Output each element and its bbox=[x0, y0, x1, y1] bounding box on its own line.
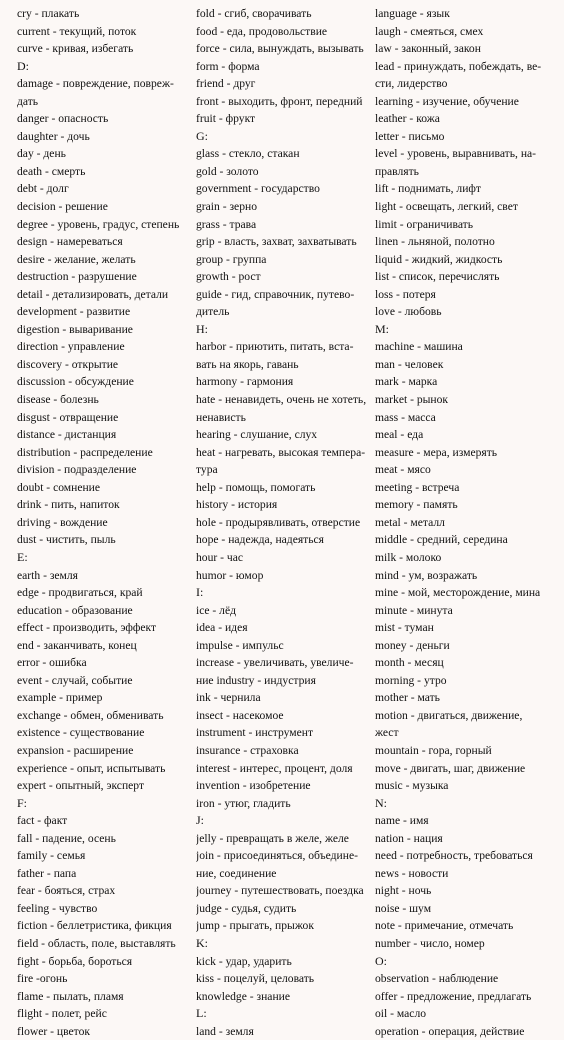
vocabulary-entry-line: flight - полет, рейс bbox=[17, 1007, 107, 1021]
vocabulary-entry-line: edge - продвигаться, край bbox=[17, 586, 143, 600]
vocabulary-entry-line: error - ошибка bbox=[17, 656, 87, 670]
vocabulary-entry-line: insect - насекомое bbox=[196, 708, 284, 722]
vocabulary-entry-line: danger - опасность bbox=[17, 112, 109, 126]
vocabulary-entry-line: current - текущий, поток bbox=[17, 24, 137, 38]
word-column-1 bbox=[17, 5, 197, 1040]
vocabulary-entry-line: grip - власть, захват, захватывать bbox=[196, 235, 357, 249]
vocabulary-entry-line: earth - земля bbox=[17, 568, 79, 582]
vocabulary-entry-line: food - еда, продовольствие bbox=[196, 24, 328, 38]
vocabulary-entry-line: note - примечание, отмечать bbox=[375, 919, 514, 933]
vocabulary-entry-line: вать на якорь, гавань bbox=[196, 357, 299, 371]
vocabulary-entry-line: degree - уровень, градус, степень bbox=[17, 217, 180, 231]
vocabulary-entry-line: invention - изобретение bbox=[196, 779, 311, 793]
vocabulary-entry-line: meat - мясо bbox=[375, 463, 431, 477]
vocabulary-entry-line: friend - друг bbox=[196, 77, 256, 91]
vocabulary-entry-line: mark - марка bbox=[375, 375, 438, 389]
vocabulary-entry-line: curve - кривая, избегать bbox=[17, 42, 134, 56]
vocabulary-entry-line: lead - принуждать, побеждать, ве- bbox=[375, 59, 542, 73]
vocabulary-entry-line: дитель bbox=[196, 305, 230, 319]
vocabulary-entry-line: event - случай, событие bbox=[17, 673, 133, 687]
vocabulary-entry-line: жест bbox=[375, 726, 399, 740]
vocabulary-entry-line: learning - изучение, обучение bbox=[375, 94, 519, 108]
vocabulary-entry-line: offer - предложение, предлагать bbox=[375, 989, 532, 1003]
vocabulary-entry-line: meeting - встреча bbox=[375, 480, 460, 494]
vocabulary-entry-line: existence - существование bbox=[17, 726, 145, 740]
vocabulary-entry-line: morning - утро bbox=[375, 673, 447, 687]
word-column-2 bbox=[196, 5, 376, 1040]
vocabulary-entry-line: impulse - импульс bbox=[196, 638, 284, 652]
vocabulary-entry-line: guide - гид, справочник, путево- bbox=[196, 287, 355, 301]
vocabulary-entry-line: grain - зерно bbox=[196, 200, 258, 214]
vocabulary-entry-line: love - любовь bbox=[375, 305, 442, 319]
vocabulary-entry-line: kick - удар, ударить bbox=[196, 954, 292, 968]
vocabulary-entry-line: operation - операция, действие bbox=[375, 1024, 525, 1038]
letter-heading: I: bbox=[196, 585, 204, 600]
vocabulary-entry-line: fruit - фрукт bbox=[196, 112, 256, 126]
vocabulary-entry-line: mountain - гора, горный bbox=[375, 743, 492, 757]
vocabulary-entry-line: harmony - гармония bbox=[196, 375, 294, 389]
vocabulary-entry-line: observation - наблюдение bbox=[375, 972, 499, 986]
vocabulary-entry-line: list - список, перечислять bbox=[375, 270, 500, 284]
vocabulary-entry-line: iron - утюг, гладить bbox=[196, 796, 291, 810]
letter-heading: L: bbox=[196, 1006, 207, 1021]
letter-heading: M: bbox=[375, 321, 390, 336]
vocabulary-entry-line: music - музыка bbox=[375, 779, 449, 793]
vocabulary-entry-line: hole - продырявливать, отверстие bbox=[196, 515, 361, 529]
vocabulary-entry-line: fall - падение, осень bbox=[17, 831, 116, 845]
vocabulary-entry-line: discussion - обсуждение bbox=[17, 375, 134, 389]
vocabulary-entry-line: judge - судья, судить bbox=[196, 901, 297, 915]
vocabulary-entry-line: disease - болезнь bbox=[17, 393, 99, 407]
letter-heading: O: bbox=[375, 953, 387, 968]
vocabulary-entry-line: experience - опыт, испытывать bbox=[17, 761, 166, 775]
vocabulary-entry-line: exchange - обмен, обменивать bbox=[17, 708, 164, 722]
vocabulary-entry-line: father - папа bbox=[17, 866, 77, 880]
vocabulary-entry-line: join - присоединяться, объедине- bbox=[196, 849, 358, 863]
vocabulary-entry-line: nation - нация bbox=[375, 831, 443, 845]
vocabulary-entry-line: distribution - распределение bbox=[17, 445, 153, 459]
vocabulary-entry-line: insurance - страховка bbox=[196, 743, 299, 757]
vocabulary-entry-line: light - освещать, легкий, свет bbox=[375, 200, 518, 214]
vocabulary-entry-line: discovery - открытие bbox=[17, 357, 119, 371]
vocabulary-entry-line: disgust - отвращение bbox=[17, 410, 119, 424]
vocabulary-entry-line: law - законный, закон bbox=[375, 42, 481, 56]
vocabulary-entry-line: hope - надежда, надеяться bbox=[196, 533, 325, 547]
vocabulary-entry-line: end - заканчивать, конец bbox=[17, 638, 137, 652]
vocabulary-entry-line: ink - чернила bbox=[196, 691, 261, 705]
vocabulary-entry-line: expansion - расширение bbox=[17, 743, 134, 757]
vocabulary-entry-line: field - область, поле, выставлять bbox=[17, 936, 176, 950]
vocabulary-entry-line: month - месяц bbox=[375, 656, 444, 670]
vocabulary-entry-line: market - рынок bbox=[375, 393, 449, 407]
vocabulary-entry-line: mine - мой, месторождение, мина bbox=[375, 586, 541, 600]
vocabulary-entry-line: laugh - смеяться, смех bbox=[375, 24, 484, 38]
vocabulary-entry-line: fiction - беллетристика, фикция bbox=[17, 919, 172, 933]
vocabulary-entry-line: fear - бояться, страх bbox=[17, 884, 116, 898]
vocabulary-entry-line: humor - юмор bbox=[196, 568, 264, 582]
vocabulary-entry-line: move - двигать, шаг, движение bbox=[375, 761, 526, 775]
vocabulary-entry-line: level - уровень, выравнивать, на- bbox=[375, 147, 537, 161]
vocabulary-entry-line: growth - рост bbox=[196, 270, 261, 284]
letter-heading: E: bbox=[17, 549, 28, 564]
vocabulary-entry-line: тура bbox=[196, 463, 218, 477]
vocabulary-entry-line: jump - прыгать, прыжок bbox=[196, 919, 314, 933]
letter-heading: H: bbox=[196, 321, 208, 336]
letter-heading: F: bbox=[17, 795, 28, 810]
vocabulary-entry-line: harbor - приютить, питать, вста- bbox=[196, 340, 354, 354]
vocabulary-entry-line: decision - решение bbox=[17, 200, 108, 214]
vocabulary-entry-line: machine - машина bbox=[375, 340, 463, 354]
vocabulary-entry-line: design - намереваться bbox=[17, 235, 123, 249]
vocabulary-entry-line: government - государство bbox=[196, 182, 320, 196]
vocabulary-entry-line: mother - мать bbox=[375, 691, 440, 705]
vocabulary-entry-line: mind - ум, возражать bbox=[375, 568, 478, 582]
vocabulary-entry-line: leather - кожа bbox=[375, 112, 440, 126]
vocabulary-entry-line: front - выходить, фронт, передний bbox=[196, 94, 363, 108]
vocabulary-entry-line: mist - туман bbox=[375, 621, 434, 635]
vocabulary-entry-line: minute - минута bbox=[375, 603, 453, 617]
letter-heading: J: bbox=[196, 813, 205, 828]
letter-heading: K: bbox=[196, 935, 208, 950]
vocabulary-entry-line: history - история bbox=[196, 498, 278, 512]
vocabulary-entry-line: ненависть bbox=[196, 410, 246, 424]
vocabulary-entry-line: fold - сгиб, сворачивать bbox=[196, 7, 312, 20]
vocabulary-entry-line: help - помощь, помогать bbox=[196, 480, 316, 494]
vocabulary-entry-line: fight - борьба, бороться bbox=[17, 954, 133, 968]
vocabulary-entry-line: middle - средний, середина bbox=[375, 533, 508, 547]
vocabulary-entry-line: form - форма bbox=[196, 59, 260, 73]
vocabulary-entry-line: idea - идея bbox=[196, 621, 248, 635]
vocabulary-entry-line: ice - лёд bbox=[196, 603, 237, 617]
vocabulary-entry-line: cry - плакать bbox=[17, 7, 80, 20]
letter-heading: D: bbox=[17, 58, 29, 73]
vocabulary-entry-line: kiss - поцелуй, целовать bbox=[196, 972, 315, 986]
vocabulary-entry-line: dust - чистить, пыль bbox=[17, 533, 116, 547]
vocabulary-entry-line: mass - масса bbox=[375, 410, 436, 424]
vocabulary-entry-line: metal - металл bbox=[375, 515, 445, 529]
vocabulary-entry-line: flower - цветок bbox=[17, 1024, 91, 1038]
vocabulary-entry-line: glass - стекло, стакан bbox=[196, 147, 300, 161]
vocabulary-entry-line: noise - шум bbox=[375, 901, 432, 915]
vocabulary-entry-line: desire - желание, желать bbox=[17, 252, 136, 266]
vocabulary-entry-line: doubt - сомнение bbox=[17, 480, 101, 494]
vocabulary-entry-line: meal - еда bbox=[375, 428, 424, 442]
vocabulary-entry-line: letter - письмо bbox=[375, 129, 445, 143]
vocabulary-entry-line: fact - факт bbox=[17, 814, 68, 828]
vocabulary-entry-line: digestion - вываривание bbox=[17, 322, 133, 336]
vocabulary-entry-line: group - группа bbox=[196, 252, 267, 266]
vocabulary-entry-line: education - образование bbox=[17, 603, 133, 617]
letter-heading: N: bbox=[375, 795, 387, 810]
vocabulary-entry-line: daughter - дочь bbox=[17, 129, 90, 143]
vocabulary-entry-line: detail - детализировать, детали bbox=[17, 287, 169, 301]
vocabulary-entry-line: money - деньги bbox=[375, 638, 450, 652]
vocabulary-entry-line: limit - ограничивать bbox=[375, 217, 474, 231]
vocabulary-entry-line: damage - повреждение, повреж- bbox=[17, 77, 174, 91]
vocabulary-entry-line: need - потребность, требоваться bbox=[375, 849, 533, 863]
vocabulary-entry-line: heat - нагревать, высокая темпера- bbox=[196, 445, 366, 459]
vocabulary-entry-line: liquid - жидкий, жидкость bbox=[375, 252, 503, 266]
vocabulary-entry-line: ние industry - индустрия bbox=[196, 673, 316, 687]
vocabulary-entry-line: distance - дистанция bbox=[17, 428, 117, 442]
vocabulary-entry-line: hour - час bbox=[196, 550, 244, 564]
vocabulary-entry-line: hate - ненавидеть, очень не хотеть, bbox=[196, 393, 367, 407]
vocabulary-entry-line: direction - управление bbox=[17, 340, 125, 354]
vocabulary-entry-line: instrument - инструмент bbox=[196, 726, 314, 740]
vocabulary-entry-line: fire -огонь bbox=[17, 972, 68, 986]
vocabulary-entry-line: milk - молоко bbox=[375, 550, 442, 564]
vocabulary-entry-line: memory - память bbox=[375, 498, 458, 512]
word-column-3 bbox=[375, 5, 557, 1040]
vocabulary-entry-line: lift - поднимать, лифт bbox=[375, 182, 481, 196]
vocabulary-entry-line: сти, лидерство bbox=[375, 77, 448, 91]
vocabulary-entry-line: loss - потеря bbox=[375, 287, 436, 301]
vocabulary-entry-line: night - ночь bbox=[375, 884, 432, 898]
vocabulary-entry-line: name - имя bbox=[375, 814, 429, 828]
vocabulary-entry-line: division - подразделение bbox=[17, 463, 137, 477]
vocabulary-entry-line: linen - льняной, полотно bbox=[375, 235, 495, 249]
vocabulary-entry-line: journey - путешествовать, поездка bbox=[196, 884, 364, 898]
vocabulary-entry-line: feeling - чувство bbox=[17, 901, 98, 915]
vocabulary-entry-line: example - пример bbox=[17, 691, 103, 705]
vocabulary-entry-line: language - язык bbox=[375, 7, 450, 20]
vocabulary-entry-line: grass - трава bbox=[196, 217, 257, 231]
vocabulary-entry-line: driving - вождение bbox=[17, 515, 108, 529]
vocabulary-entry-line: flame - пылать, пламя bbox=[17, 989, 124, 1003]
vocabulary-entry-line: jelly - превращать в желе, желе bbox=[196, 831, 349, 845]
vocabulary-entry-line: destruction - разрушение bbox=[17, 270, 137, 284]
vocabulary-entry-line: дать bbox=[17, 94, 39, 108]
vocabulary-entry-line: правлять bbox=[375, 164, 419, 178]
vocabulary-entry-line: gold - золото bbox=[196, 164, 259, 178]
vocabulary-entry-line: oil - масло bbox=[375, 1007, 427, 1021]
vocabulary-entry-line: family - семья bbox=[17, 849, 86, 863]
vocabulary-entry-line: drink - пить, напиток bbox=[17, 498, 120, 512]
vocabulary-entry-line: knowledge - знание bbox=[196, 989, 291, 1003]
vocabulary-entry-line: interest - интерес, процент, доля bbox=[196, 761, 353, 775]
vocabulary-entry-line: day - день bbox=[17, 147, 66, 161]
letter-heading: G: bbox=[196, 128, 208, 143]
vocabulary-entry-line: news - новости bbox=[375, 866, 449, 880]
vocabulary-entry-line: debt - долг bbox=[17, 182, 69, 196]
vocabulary-entry-line: effect - производить, эффект bbox=[17, 621, 157, 635]
vocabulary-entry-line: force - сила, вынуждать, вызывать bbox=[196, 42, 364, 56]
vocabulary-entry-line: ние, соединение bbox=[196, 866, 277, 880]
vocabulary-entry-line: land - земля bbox=[196, 1024, 254, 1038]
vocabulary-entry-line: measure - мера, измерять bbox=[375, 445, 498, 459]
vocabulary-entry-line: man - человек bbox=[375, 357, 444, 371]
vocabulary-entry-line: number - число, номер bbox=[375, 936, 485, 950]
vocabulary-entry-line: increase - увеличивать, увеличе- bbox=[196, 656, 354, 670]
vocabulary-entry-line: motion - двигаться, движение, bbox=[375, 708, 523, 722]
vocabulary-entry-line: development - развитие bbox=[17, 305, 131, 319]
vocabulary-entry-line: expert - опытный, эксперт bbox=[17, 779, 145, 793]
vocabulary-entry-line: hearing - слушание, слух bbox=[196, 428, 318, 442]
vocabulary-entry-line: death - смерть bbox=[17, 164, 86, 178]
